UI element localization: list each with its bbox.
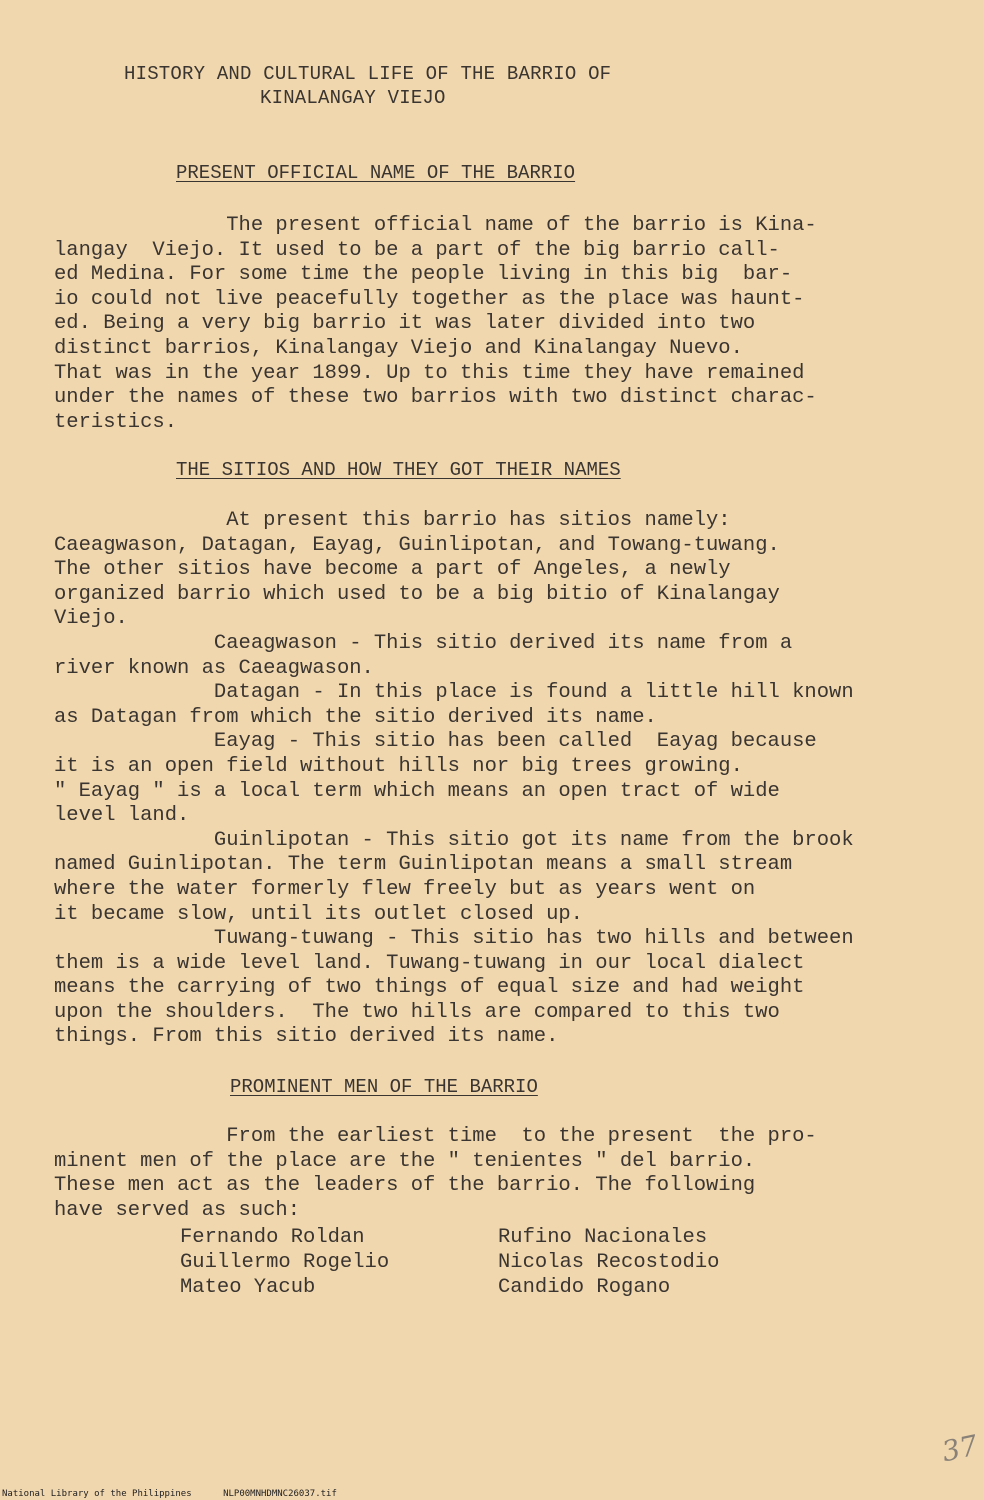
- text-line: organized barrio which used to be a big bitio of Kinalangay: [54, 582, 780, 606]
- paragraph-official-name: [54, 214, 834, 435]
- list-item: Candido Rogano: [498, 1276, 671, 1299]
- text-line: river known as Caeagwason.: [54, 656, 374, 680]
- text-line: Datagan - In this place is found a little hill known: [54, 681, 854, 705]
- text-line: level land.: [54, 804, 190, 828]
- title-line-1: HISTORY AND CULTURAL LIFE OF THE BARRIO OF: [124, 63, 612, 85]
- text-line: Viejo.: [54, 607, 128, 631]
- text-line: it is an open field without hills nor big trees growing.: [54, 754, 743, 778]
- text-line: where the water formerly flew freely but as years went on: [54, 877, 756, 901]
- text-line: Eayag - This sitio has been called Eayag because: [54, 730, 817, 754]
- text-line: At present this barrio has sitios namely:: [54, 509, 731, 532]
- names-column-right: [498, 1225, 719, 1300]
- heading-sitios: THE SITIOS AND HOW THEY GOT THEIR NAMES: [176, 459, 621, 481]
- text-line: as Datagan from which the sitio derived its name.: [54, 705, 657, 729]
- list-item: Mateo Yacub: [180, 1276, 316, 1299]
- text-line: These men act as the leaders of the barrio. The following: [54, 1174, 756, 1198]
- text-line: Tuwang-tuwang - This sitio has two hills and between: [54, 927, 854, 951]
- paragraph-prominent-men: [54, 1125, 834, 1223]
- text-line: it became slow, until its outlet closed up.: [54, 902, 583, 926]
- text-line: The other sitios have become a part of Angeles, a newly: [54, 558, 731, 582]
- handwritten-page-number: 37: [938, 1428, 981, 1469]
- names-column-left: [180, 1225, 389, 1300]
- text-line: The present official name of the barrio is Kina-: [54, 214, 817, 237]
- footer-filename: NLP00MNHDMNC26037.tif: [223, 1489, 337, 1499]
- text-line: io could not live peacefully together as the place was haunt-: [54, 287, 805, 311]
- text-line: named Guinlipotan. The term Guinlipotan means a small stream: [54, 853, 793, 877]
- text-line: teristics.: [54, 410, 178, 434]
- text-line: upon the shoulders. The two hills are compared to this two: [54, 1000, 780, 1024]
- footer-source: National Library of the Philippines: [2, 1489, 192, 1499]
- text-line: Guinlipotan - This sitio got its name from the brook: [54, 828, 854, 852]
- text-line: From the earliest time to the present the pro-: [54, 1125, 817, 1148]
- text-line: ed Medina. For some time the people living in this big bar-: [54, 263, 793, 287]
- list-item: Guillermo Rogelio: [180, 1251, 390, 1274]
- text-line: minent men of the place are the " tenientes " del barrio.: [54, 1149, 756, 1173]
- text-line: " Eayag " is a local term which means an open tract of wide: [54, 779, 780, 803]
- text-line: under the names of these two barrios with two distinct charac-: [54, 386, 817, 410]
- text-line: That was in the year 1899. Up to this time they have remained: [54, 361, 805, 385]
- text-line: have served as such:: [54, 1198, 301, 1222]
- text-line: Caeagwason, Datagan, Eayag, Guinlipotan, and Towang-tuwang.: [54, 533, 780, 557]
- title-line-2: KINALANGAY VIEJO: [260, 87, 446, 109]
- list-item: Rufino Nacionales: [498, 1226, 708, 1249]
- text-line: means the carrying of two things of equal size and had weight: [54, 976, 805, 1000]
- list-item: Nicolas Recostodio: [498, 1251, 720, 1274]
- text-line: things. From this sitio derived its name.: [54, 1025, 559, 1049]
- text-line: Caeagwason - This sitio derived its name from a: [54, 631, 793, 655]
- heading-prominent-men: PROMINENT MEN OF THE BARRIO: [230, 1076, 538, 1098]
- heading-official-name: PRESENT OFFICIAL NAME OF THE BARRIO: [176, 162, 576, 184]
- text-line: distinct barrios, Kinalangay Viejo and Kinalangay Nuevo.: [54, 336, 743, 360]
- list-item: Fernando Roldan: [180, 1226, 365, 1249]
- text-line: ed. Being a very big barrio it was later divided into two: [54, 312, 756, 336]
- paragraph-sitios: [54, 509, 854, 1050]
- scan-footer: [2, 1489, 363, 1499]
- text-line: langay Viejo. It used to be a part of the big barrio call-: [54, 238, 780, 262]
- document-title: [124, 62, 684, 110]
- text-line: them is a wide level land. Tuwang-tuwang in our local dialect: [54, 951, 805, 975]
